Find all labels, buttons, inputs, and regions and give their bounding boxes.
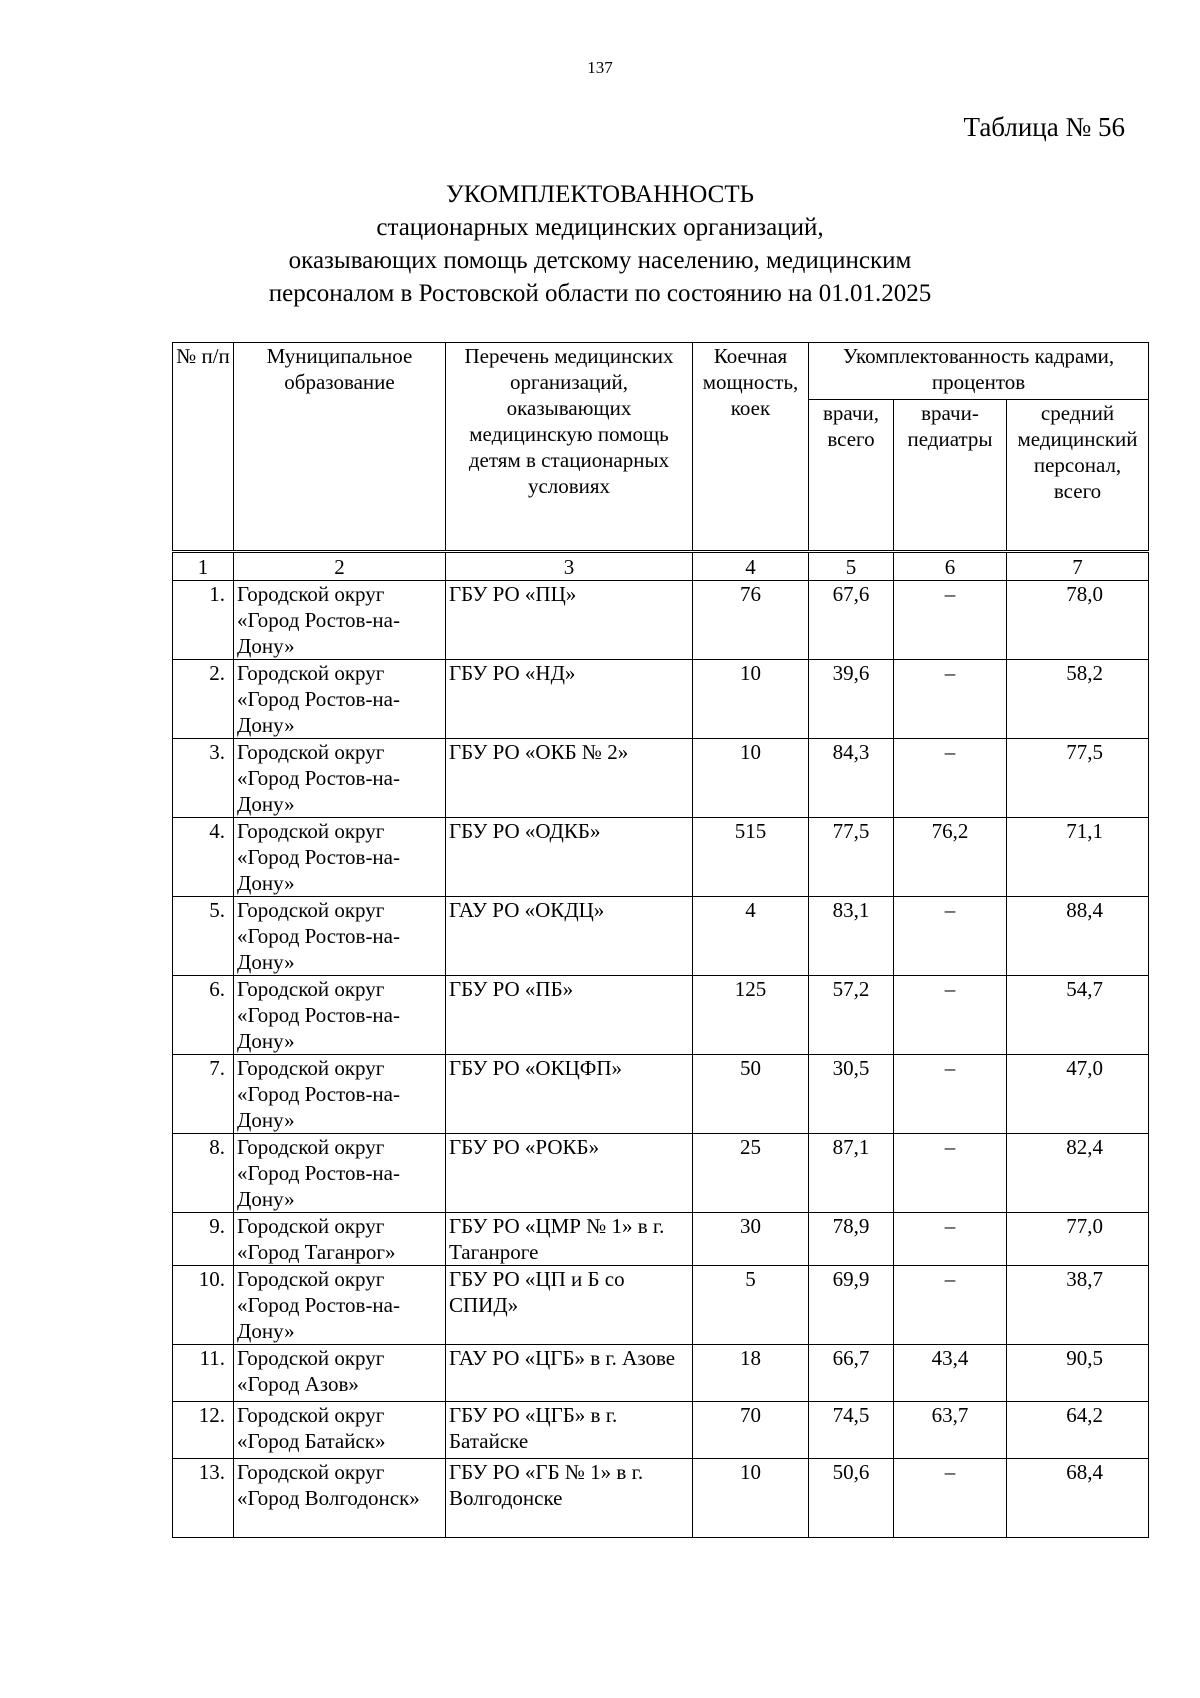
organization-cell: ГБУ РО «ЦМР № 1» в г. Таганроге — [446, 1213, 693, 1266]
page-number: 137 — [587, 58, 613, 77]
document-title — [0, 178, 1200, 310]
doctors-cell: 30,5 — [809, 1055, 894, 1134]
beds-cell: 18 — [693, 1345, 809, 1402]
column-number: 5 — [809, 552, 894, 581]
table-label: Таблица № 56 — [963, 112, 1125, 142]
doctors-cell: 50,6 — [809, 1459, 894, 1538]
row-number: 2. — [173, 660, 234, 739]
nurses-cell: 88,4 — [1007, 897, 1149, 976]
pediatricians-cell: – — [894, 1459, 1007, 1538]
column-number-row — [173, 552, 1149, 581]
beds-cell: 10 — [693, 739, 809, 818]
doctors-cell: 83,1 — [809, 897, 894, 976]
organization-cell: ГБУ РО «ОКБ № 2» — [446, 739, 693, 818]
municipality-cell: Городской округ «Город Ростов-на-Дону» — [234, 818, 446, 897]
header-doctors: врачи, всего — [809, 400, 894, 552]
beds-cell: 25 — [693, 1134, 809, 1213]
nurses-cell: 64,2 — [1007, 1402, 1149, 1459]
column-number: 1 — [173, 552, 234, 581]
title-line: УКОМПЛЕКТОВАННОСТЬ — [446, 181, 754, 208]
municipality-cell: Городской округ «Город Ростов-на-Дону» — [234, 1134, 446, 1213]
organization-cell: ГАУ РО «ОКДЦ» — [446, 897, 693, 976]
nurses-cell: 77,5 — [1007, 739, 1149, 818]
pediatricians-cell: 63,7 — [894, 1402, 1007, 1459]
doctors-cell: 39,6 — [809, 660, 894, 739]
beds-cell: 76 — [693, 581, 809, 660]
nurses-cell: 58,2 — [1007, 660, 1149, 739]
column-number: 6 — [894, 552, 1007, 581]
nurses-cell: 82,4 — [1007, 1134, 1149, 1213]
nurses-cell: 77,0 — [1007, 1213, 1149, 1266]
header-municipality: Муниципальное образование — [234, 343, 446, 552]
municipality-cell: Городской округ «Город Ростов-на-Дону» — [234, 976, 446, 1055]
doctors-cell: 78,9 — [809, 1213, 894, 1266]
municipality-cell: Городской округ «Город Ростов-на-Дону» — [234, 1266, 446, 1345]
municipality-cell: Городской округ «Город Ростов-на-Дону» — [234, 897, 446, 976]
pediatricians-cell: – — [894, 897, 1007, 976]
header-organizations: Перечень медицинских организаций, оказывающих медицинскую помощь детям в стационарных условиях — [446, 343, 693, 552]
beds-cell: 10 — [693, 660, 809, 739]
table-row — [173, 1345, 1149, 1402]
row-number: 7. — [173, 1055, 234, 1134]
pediatricians-cell: – — [894, 1266, 1007, 1345]
table-row — [173, 660, 1149, 739]
organization-cell: ГБУ РО «НД» — [446, 660, 693, 739]
table-row — [173, 1402, 1149, 1459]
nurses-cell: 90,5 — [1007, 1345, 1149, 1402]
beds-cell: 5 — [693, 1266, 809, 1345]
staffing-table — [172, 342, 1149, 1538]
column-number: 3 — [446, 552, 693, 581]
row-number: 5. — [173, 897, 234, 976]
row-number: 10. — [173, 1266, 234, 1345]
row-number: 12. — [173, 1402, 234, 1459]
municipality-cell: Городской округ «Город Ростов-на-Дону» — [234, 739, 446, 818]
pediatricians-cell: – — [894, 1055, 1007, 1134]
table-row — [173, 897, 1149, 976]
header-num: № п/п — [173, 343, 234, 552]
beds-cell: 10 — [693, 1459, 809, 1538]
row-number: 9. — [173, 1213, 234, 1266]
beds-cell: 125 — [693, 976, 809, 1055]
title-line: стационарных медицинских организаций, — [376, 214, 824, 241]
header-nurses: средний медицинский персонал, всего — [1007, 400, 1149, 552]
municipality-cell: Городской округ «Город Батайск» — [234, 1402, 446, 1459]
column-number: 4 — [693, 552, 809, 581]
pediatricians-cell: – — [894, 660, 1007, 739]
municipality-cell: Городской округ «Город Таганрог» — [234, 1213, 446, 1266]
nurses-cell: 47,0 — [1007, 1055, 1149, 1134]
doctors-cell: 57,2 — [809, 976, 894, 1055]
table-row — [173, 1213, 1149, 1266]
row-number: 11. — [173, 1345, 234, 1402]
beds-cell: 50 — [693, 1055, 809, 1134]
pediatricians-cell: 76,2 — [894, 818, 1007, 897]
beds-cell: 515 — [693, 818, 809, 897]
header-beds: Коечная мощность, коек — [693, 343, 809, 552]
table-row — [173, 818, 1149, 897]
beds-cell: 70 — [693, 1402, 809, 1459]
doctors-cell: 74,5 — [809, 1402, 894, 1459]
column-number: 7 — [1007, 552, 1149, 581]
table-row — [173, 1266, 1149, 1345]
doctors-cell: 84,3 — [809, 739, 894, 818]
pediatricians-cell: – — [894, 581, 1007, 660]
header-staffing: Укомплектованность кадрами, процентов — [809, 343, 1149, 400]
nurses-cell: 68,4 — [1007, 1459, 1149, 1538]
header-pediatricians: врачи-педиатры — [894, 400, 1007, 552]
pediatricians-cell: – — [894, 1134, 1007, 1213]
doctors-cell: 77,5 — [809, 818, 894, 897]
title-line: персоналом в Ростовской области по состоянию на 01.01.2025 — [268, 280, 932, 307]
row-number: 3. — [173, 739, 234, 818]
doctors-cell: 87,1 — [809, 1134, 894, 1213]
beds-cell: 30 — [693, 1213, 809, 1266]
organization-cell: ГБУ РО «ПБ» — [446, 976, 693, 1055]
table-row — [173, 1055, 1149, 1134]
municipality-cell: Городской округ «Город Волгодонск» — [234, 1459, 446, 1538]
title-line: оказывающих помощь детскому населению, медицинским — [288, 247, 912, 274]
pediatricians-cell: – — [894, 1213, 1007, 1266]
municipality-cell: Городской округ «Город Азов» — [234, 1345, 446, 1402]
pediatricians-cell: – — [894, 976, 1007, 1055]
organization-cell: ГБУ РО «ГБ № 1» в г. Волгодонске — [446, 1459, 693, 1538]
row-number: 13. — [173, 1459, 234, 1538]
organization-cell: ГБУ РО «ЦП и Б со СПИД» — [446, 1266, 693, 1345]
organization-cell: ГБУ РО «ОКЦФП» — [446, 1055, 693, 1134]
row-number: 4. — [173, 818, 234, 897]
row-number: 1. — [173, 581, 234, 660]
column-number: 2 — [234, 552, 446, 581]
table-row — [173, 581, 1149, 660]
doctors-cell: 69,9 — [809, 1266, 894, 1345]
municipality-cell: Городской округ «Город Ростов-на-Дону» — [234, 1055, 446, 1134]
table-row — [173, 1134, 1149, 1213]
organization-cell: ГБУ РО «РОКБ» — [446, 1134, 693, 1213]
organization-cell: ГБУ РО «ЦГБ» в г. Батайске — [446, 1402, 693, 1459]
beds-cell: 4 — [693, 897, 809, 976]
doctors-cell: 66,7 — [809, 1345, 894, 1402]
table-row — [173, 739, 1149, 818]
pediatricians-cell: 43,4 — [894, 1345, 1007, 1402]
row-number: 8. — [173, 1134, 234, 1213]
organization-cell: ГБУ РО «ОДКБ» — [446, 818, 693, 897]
municipality-cell: Городской округ «Город Ростов-на-Дону» — [234, 660, 446, 739]
table-row — [173, 1459, 1149, 1538]
row-number: 6. — [173, 976, 234, 1055]
nurses-cell: 71,1 — [1007, 818, 1149, 897]
nurses-cell: 78,0 — [1007, 581, 1149, 660]
pediatricians-cell: – — [894, 739, 1007, 818]
municipality-cell: Городской округ «Город Ростов-на-Дону» — [234, 581, 446, 660]
table-row — [173, 976, 1149, 1055]
organization-cell: ГБУ РО «ПЦ» — [446, 581, 693, 660]
doctors-cell: 67,6 — [809, 581, 894, 660]
nurses-cell: 54,7 — [1007, 976, 1149, 1055]
nurses-cell: 38,7 — [1007, 1266, 1149, 1345]
organization-cell: ГАУ РО «ЦГБ» в г. Азове — [446, 1345, 693, 1402]
